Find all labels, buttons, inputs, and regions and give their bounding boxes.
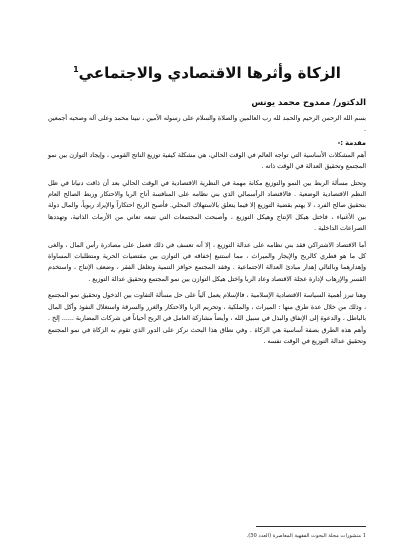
author-line: الدكتور/ ممدوح محمد يونس <box>251 98 366 108</box>
footnote: 1 منشورات مجلة البحوث الفقهية المعاصرة (العدد 50). <box>246 533 366 539</box>
footnote-divider <box>256 526 366 527</box>
paragraph-3: أما الاقتصاد الاشتراكي فقد بني نظامه على عدالة التوزيع ، إلا أنه تعسف في ذلك فعمل على مصادرة رأس المال ، والغى كل ما هو فطري كالربح والإيجار والميراث ، مما استتبع إخفاقه في التوازن بين مقتضيات الحرية ومتطلبات المساواة وإهدارهما وبالتالي إهدار مبادئ العدالة الاجتماعية . وفقد المجتمع حوافز التنمية وتغلغل الفقر ، وضعف الإنتاج ، واستخدم القسر والإرهاب لإدارة عجلة الاقتصاد وعاد الربا واختل هيكل التوازن بين نمو المجتمع وتحقيق عدالة التوزيع . <box>48 241 366 283</box>
paragraph-1: أهم المشكلات الأساسية التي تواجه العالم في الوقت الحالي، هي مشكلة كيفية توزيع الناتج القومي ، وإيجاد التوازن بين نمو المجتمع وتحقيق العدالة في الوقت ذاته . <box>48 151 366 171</box>
title-text: الزكاة وأثرها الاقتصادي والاجتماعي <box>78 64 341 82</box>
intro-heading: مقدمة :- <box>337 138 366 147</box>
paragraph-2: وتحتل مسألة الربط بين النمو والتوزيع مكانة مهمة في النظرية الاقتصادية في الوقت الحالي بعد أن ذاقت دنيانا في ظل النظم الاقتصادية الوضعية . فالاقتصاد الرأسمالي الذي بني نظامه على المنافسة أتاح الربا والاحتكار وربط الصالح العام بتحقيق صالح الفرد ، لا يهتم بقضية التوزيع إلا فيما يتعلق بالاستهلاك المحلي. فأصبح الربح احتكاراً والإيراد ربوياً، والمال دولة بين الأغنياء ، فاختل هيكل الإنتاج وهيكل التوزيع ، وأصبحت المجتمعات التي تتبعه تعاني من الأزمات الذاتية، وتهددها الصراعات الداخلية . <box>48 179 366 233</box>
paragraph-4: وهنا تبرز أهمية السياسة الاقتصادية الإسلامية ، فالإسلام يعمل آلياً على حل مسألة التفاوت بين الدخول وتحقيق نمو المجتمع ، وذلك من خلال عدة طرق منها : الميراث ، والملكية ، وتحريم الربا والاحتكار والغرر والسرقة واستغلال النفوذ وأكل المال بالباطل ، والدعوة إلى الإنفاق والبذل في سبيل الله ، وأيضاً مشاركة العامل في الربح أحياناً في شركات المضاربة ...... إلخ . وأهم هذه الطرق بصفة أساسية هي الزكاة . وفي نطاق هذا البحث نركز على الدور الذي تقوم به الزكاة في نمو المجتمع وتحقيق عدالة التوزيع في الوقت نفسه . <box>48 292 366 345</box>
title-footnote-marker: 1 <box>73 65 79 74</box>
opening-basmala: بسم الله الرحمن الرحيم والحمد لله رب العالمين والصلاة والسلام على رسوله الأمين ، نبينا محمد وعلى آله وصحبه أجمعين . <box>48 115 366 134</box>
document-title <box>48 60 366 83</box>
